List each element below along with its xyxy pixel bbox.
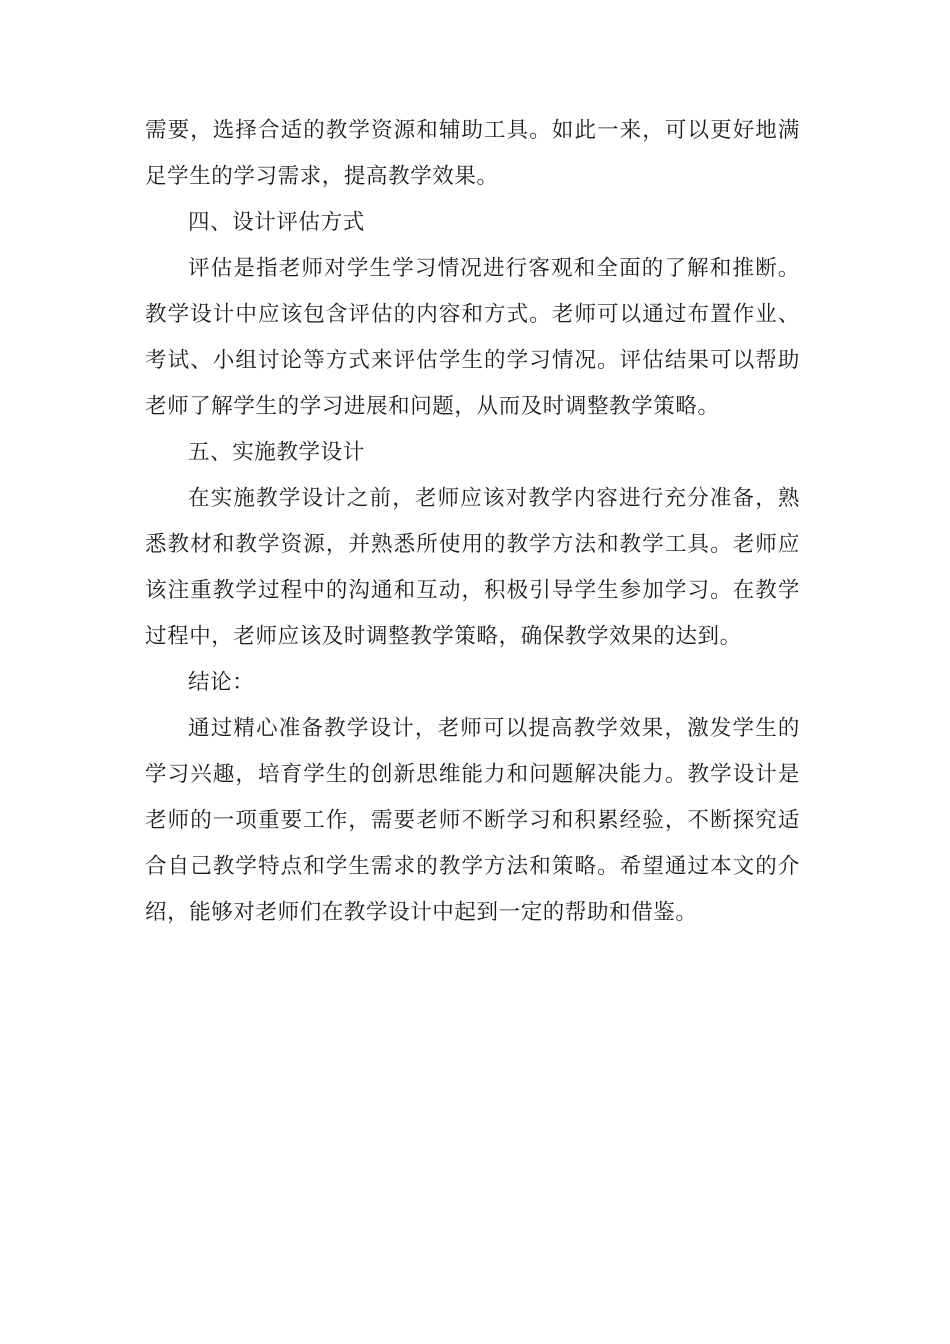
document-body [145, 108, 800, 936]
paragraph-evaluation: 评估是指老师对学生学习情况进行客观和全面的了解和推断。教学设计中应该包含评估的内容和方式。老师可以通过布置作业、考试、小组讨论等方式来评估学生的学习情况。评估结果可以帮助老师了解学生的学习进展和问题，从而及时调整教学策略。 [145, 256, 800, 419]
section-heading-conclusion: 结论： [188, 670, 255, 695]
section-heading-implementation: 五、实施教学设计 [188, 440, 365, 465]
paragraph-implementation: 在实施教学设计之前，老师应该对教学内容进行充分准备，熟悉教材和教学资源，并熟悉所使用的教学方法和教学工具。老师应该注重教学过程中的沟通和互动，积极引导学生参加学习。在教学过程中，老师应该及时调整教学策略，确保教学效果的达到。 [145, 486, 800, 649]
section-heading-evaluation: 四、设计评估方式 [188, 210, 365, 235]
paragraph-conclusion: 通过精心准备教学设计，老师可以提高教学效果，激发学生的学习兴趣，培育学生的创新思维能力和问题解决能力。教学设计是老师的一项重要工作，需要老师不断学习和积累经验，不断探究适合自己教学特点和学生需求的教学方法和策略。希望通过本文的介绍，能够对老师们在教学设计中起到一定的帮助和借鉴。 [145, 716, 800, 925]
paragraph-continuation: 需要，选择合适的教学资源和辅助工具。如此一来，可以更好地满足学生的学习需求，提高教学效果。 [145, 118, 800, 189]
